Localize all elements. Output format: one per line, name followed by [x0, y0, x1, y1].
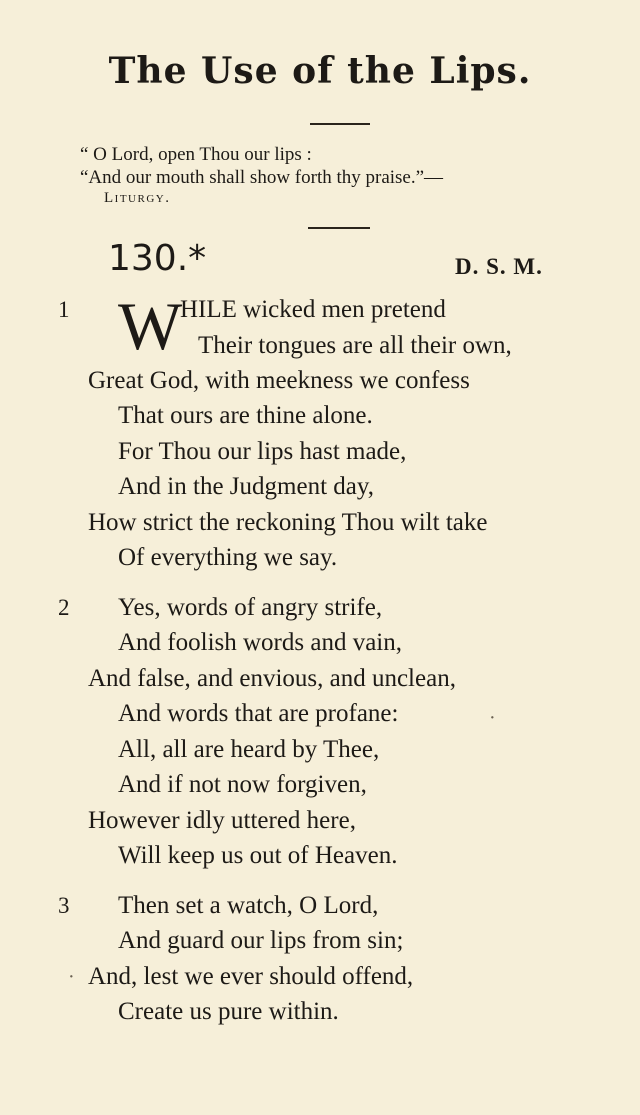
- verse-2-line-7: However idly uttered here,: [88, 807, 356, 834]
- verse-number-2: 2: [58, 595, 70, 620]
- hymn-meter: D. S. M.: [455, 254, 543, 279]
- verse-3-line-3: And, lest we ever should offend,: [88, 963, 414, 990]
- verse-1-line-8: Of everything we say.: [118, 544, 338, 571]
- verse-2-line-3: And false, and envious, and unclean,: [88, 665, 456, 692]
- hymn-number: 130.*: [108, 238, 207, 279]
- verse-1-line-1: HILE wicked men pretend: [180, 296, 446, 323]
- verse-2-line-4: And words that are profane:: [118, 700, 399, 727]
- epigraph-line-1: “ O Lord, open Thou our lips :: [80, 144, 312, 165]
- verse-2-line-8: Will keep us out of Heaven.: [118, 842, 398, 869]
- epigraph-source: Liturgy.: [104, 190, 171, 206]
- epigraph-line-2: “And our mouth shall show forth thy praise.”—: [80, 167, 444, 188]
- drop-cap: W: [118, 288, 183, 364]
- verse-1-line-3: Great God, with meekness we confess: [88, 367, 470, 394]
- verse-1-line-2: Their tongues are all their own,: [198, 332, 512, 359]
- verse-1-line-5: For Thou our lips hast made,: [118, 438, 407, 465]
- verse-2-line-6: And if not now forgiven,: [118, 771, 367, 798]
- verse-1-line-7: How strict the reckoning Thou wilt take: [88, 509, 488, 536]
- print-speck: ·: [489, 707, 496, 729]
- verse-2-line-1: Yes, words of angry strife,: [118, 594, 383, 621]
- verse-2-line-5: All, all are heard by Thee,: [118, 736, 380, 763]
- verse-2-line-2: And foolish words and vain,: [118, 629, 402, 656]
- verse-number-3: 3: [58, 893, 70, 918]
- verse-number-1: 1: [58, 297, 70, 322]
- verse-3-line-4: Create us pure within.: [118, 998, 339, 1025]
- page-title: The Use of the Lips.: [108, 50, 532, 92]
- epigraph-divider: [308, 227, 370, 229]
- verse-3-line-1: Then set a watch, O Lord,: [118, 892, 379, 919]
- verse-1-line-6: And in the Judgment day,: [118, 473, 374, 500]
- print-speck: ·: [68, 966, 75, 988]
- verse-3-line-2: And guard our lips from sin;: [118, 927, 404, 954]
- title-divider: [310, 123, 370, 125]
- verse-1-line-4: That ours are thine alone.: [118, 402, 373, 429]
